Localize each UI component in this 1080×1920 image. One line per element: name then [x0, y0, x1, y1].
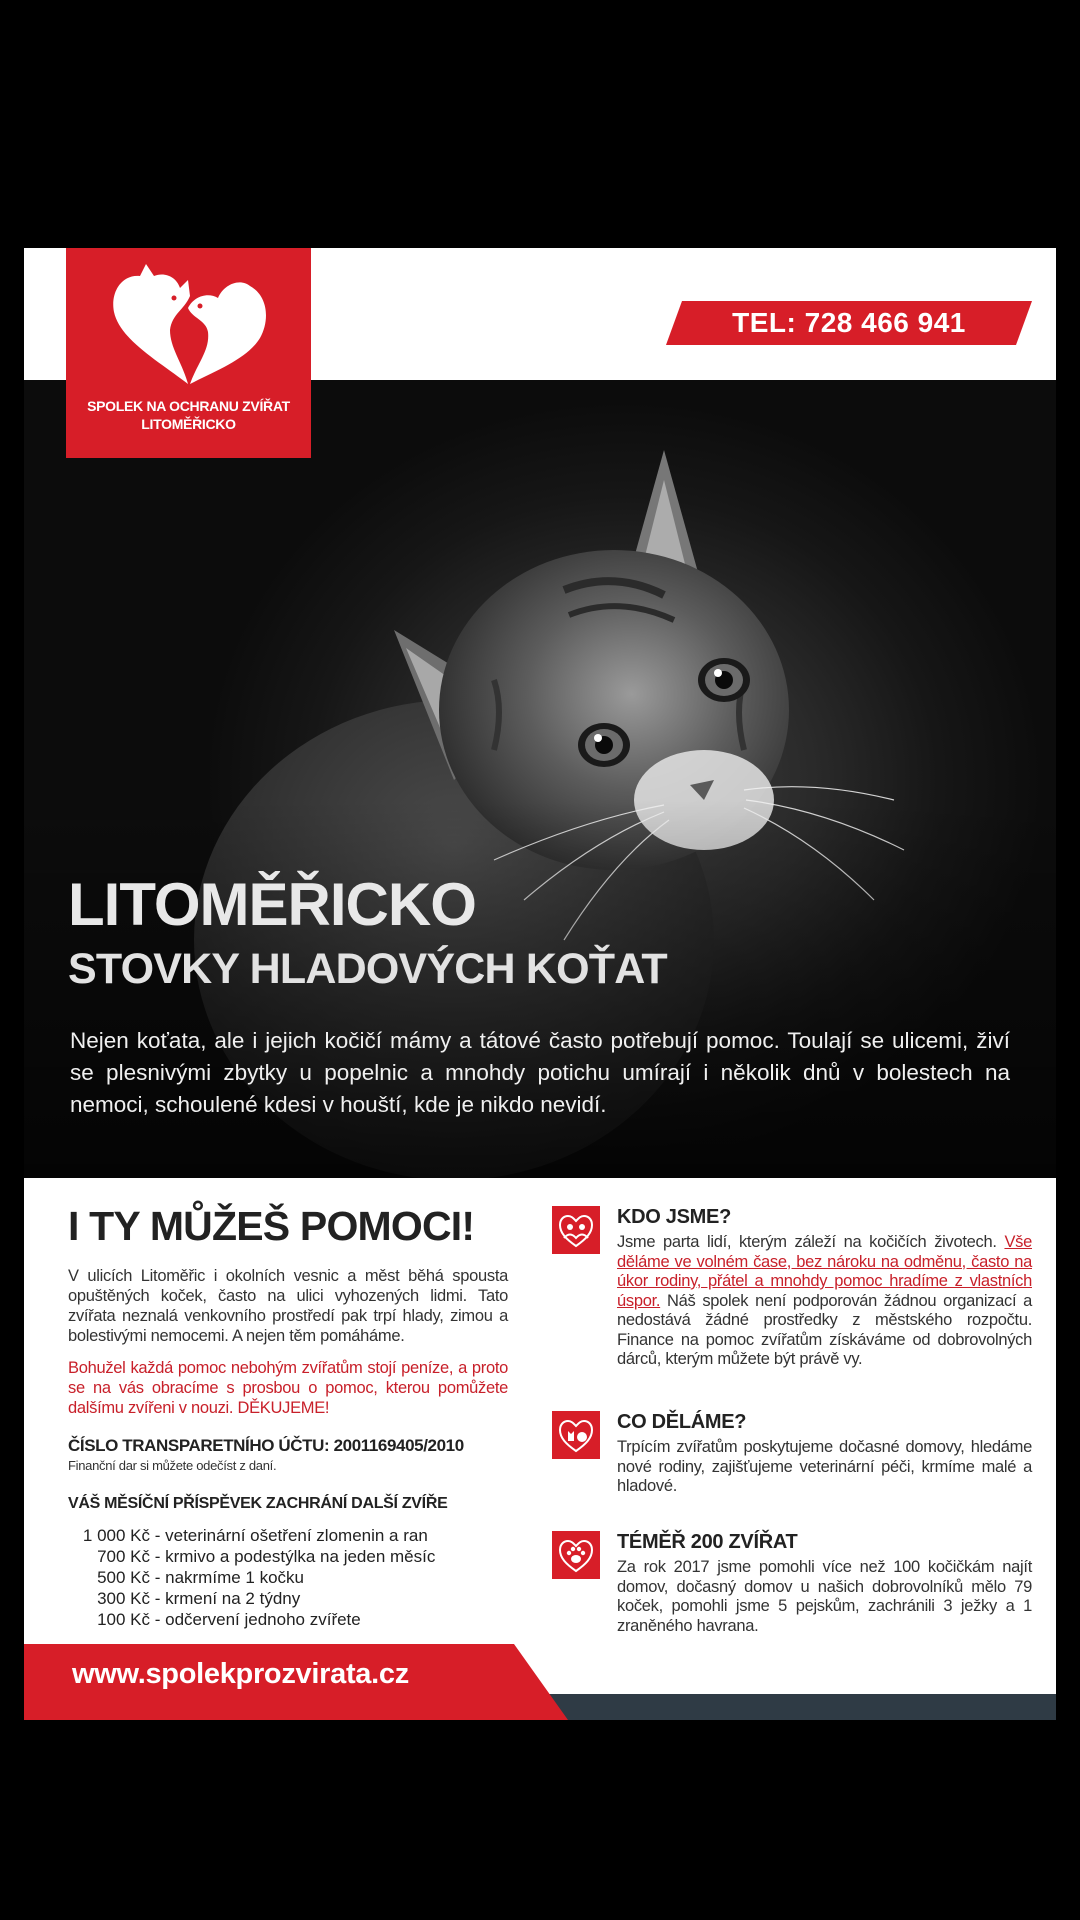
- what-text: Trpícím zvířatům poskytujeme dočasné domovy, hledáme nové rodiny, zajišťujeme veterinární péči, krmíme malé a hladové.: [617, 1438, 1032, 1495]
- list-item: 100 Kč - odčervení jednoho zvířete: [68, 1609, 508, 1630]
- what-section: [552, 1411, 1032, 1531]
- list-item: 1 000 Kč - veterinární ošetření zlomenin a ran: [68, 1525, 508, 1546]
- contribution-amount: 300 Kč: [97, 1589, 150, 1608]
- phone-banner[interactable]: [666, 301, 1032, 345]
- count-section: [552, 1531, 1032, 1636]
- help-appeal: Bohužel každá pomoc nebohým zvířatům stojí peníze, a proto se na vás obracíme s prosbou o pomoc, kterou pomůžete dalšímu zvířeni v nouzi. DĚKUJEME!: [68, 1359, 508, 1417]
- account-number: ČÍSLO TRANSPARETNÍHO ÚČTU: 2001169405/2010: [68, 1436, 464, 1455]
- org-name-line2: LITOMĚŘICKO: [141, 416, 236, 432]
- account-note: Finanční dar si můžete odečíst z daní.: [68, 1458, 277, 1473]
- help-intro: V ulicích Litoměřic i okolních vesnic a měst běhá spousta opuštěných koček, často na ulici vyhozených lidmi. Tato zvířata neznalá venkovního prostředí pak trpí hlady, zimou a bolestivými nemocemi. A nejen těm pomáháme.: [68, 1267, 508, 1345]
- list-item: 300 Kč - krmení na 2 týdny: [68, 1588, 508, 1609]
- contribution-desc: veterinární ošetření zlomenin a ran: [165, 1526, 428, 1545]
- who-section: [552, 1206, 1032, 1411]
- list-item: 500 Kč - nakrmíme 1 kočku: [68, 1567, 508, 1588]
- hero-title: LITOMĚŘICKO: [68, 871, 476, 938]
- contribution-desc: krmení na 2 týdny: [165, 1589, 301, 1608]
- website-link[interactable]: www.spolekprozvirata.cz: [72, 1658, 409, 1690]
- monthly-contribution-title: VÁŠ MĚSÍČNÍ PŘÍSPĚVEK ZACHRÁNÍ DALŠÍ ZVÍŘE: [68, 1495, 448, 1512]
- help-section: [68, 1203, 508, 1630]
- org-name-line1: SPOLEK NA OCHRANU ZVÍŘAT: [87, 398, 290, 414]
- cat-dog-heart-logo-icon: [100, 262, 278, 392]
- phone-number[interactable]: TEL: 728 466 941: [732, 307, 966, 338]
- paw-heart-icon: [552, 1531, 600, 1579]
- count-title: TÉMĚŘ 200 ZVÍŘAT: [617, 1531, 798, 1553]
- list-item: 700 Kč - krmivo a podestýlka na jeden měsíc: [68, 1546, 508, 1567]
- contribution-list: [68, 1525, 508, 1630]
- who-text-intro: Jsme parta lidí, kterým záleží na kočičích životech.: [617, 1233, 997, 1251]
- footer-stripe: [504, 1694, 1056, 1720]
- count-text: Za rok 2017 jsme pomohli více než 100 kočičkám najít domov, dočasný domov u našich dobrovolníků mělo 79 koček, pomohli jsme 5 pejskům, zachránili 3 ježky a 1 zraněného havrana.: [617, 1558, 1032, 1635]
- contribution-amount: 700 Kč: [97, 1547, 150, 1566]
- hero-photo: [24, 380, 1056, 1178]
- poster: [24, 248, 1056, 1720]
- hero-text: Nejen koťata, ale i jejich kočičí mámy a tátové často potřebují pomoc. Toulají se ulicemi, živí se plesnivými zbytky u popelnic a mnohdy potichu umírají i několik dnů v bolestech na nemoci, schoulené kdesi v houští, kde je nikdo nevidí.: [70, 1028, 1010, 1117]
- contribution-desc: nakrmíme 1 kočku: [165, 1568, 304, 1587]
- who-title: KDO JSME?: [617, 1206, 731, 1228]
- contribution-amount: 100 Kč: [97, 1610, 150, 1629]
- contribution-amount: 500 Kč: [97, 1568, 150, 1587]
- who-text-rest: Náš spolek není podporován žádnou organizací a nedostává žádné prostředky z městského rozpočtu. Finance na pomoc zvířatům získáváme od dobrovolných dárců, kterým můžete být právě vy.: [617, 1291, 1032, 1368]
- who-text: [617, 1233, 1032, 1370]
- contribution-amount: 1 000 Kč: [82, 1526, 150, 1545]
- cat-dog-heart-icon: [552, 1411, 600, 1459]
- logo: [66, 248, 311, 458]
- hero-subtitle: STOVKY HLADOVÝCH KOŤAT: [68, 945, 667, 993]
- who-text-highlight: Vše děláme ve volném čase, bez nároku na odměnu, často na úkor rodiny, přátel a mnohdy pomoc hradíme z vlastních úspor.: [617, 1233, 1032, 1310]
- contribution-desc: krmivo a podestýlka na jeden měsíc: [165, 1547, 436, 1566]
- what-title: CO DĚLÁME?: [617, 1411, 747, 1433]
- help-title: I TY MŮŽEŠ POMOCI!: [68, 1203, 475, 1249]
- contribution-desc: odčervení jednoho zvířete: [165, 1610, 361, 1629]
- about-section: [552, 1206, 1032, 1636]
- people-heart-icon: [552, 1206, 600, 1254]
